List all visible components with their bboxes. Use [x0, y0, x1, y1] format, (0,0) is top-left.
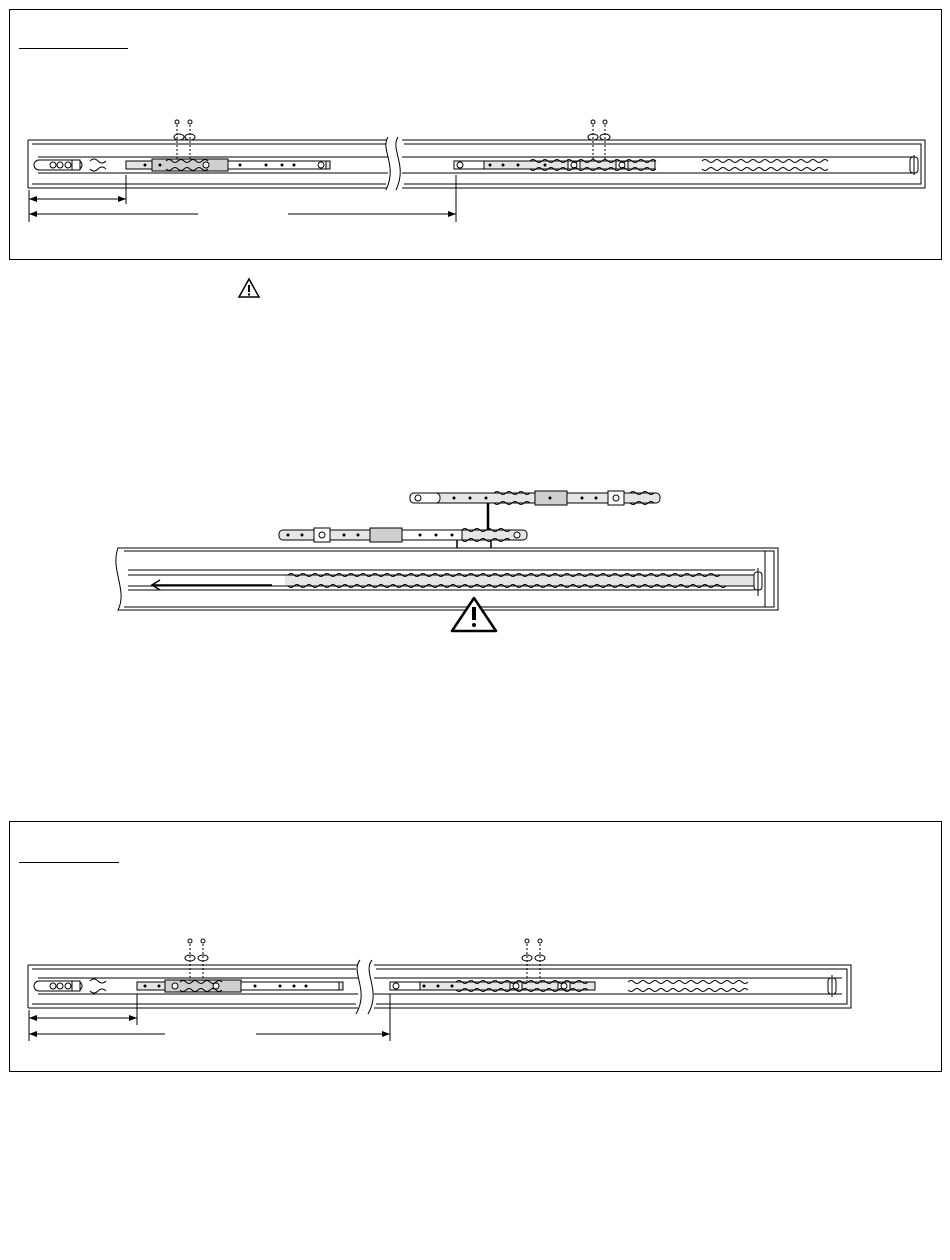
screw-icon [188, 120, 192, 124]
upper-chain-segment [410, 491, 660, 505]
bottom-dimension-lines [29, 994, 390, 1041]
screw-icon [525, 939, 529, 943]
screw-icon [188, 939, 192, 943]
middle-rail [116, 548, 778, 610]
chain-install-illustration [0, 262, 950, 822]
screw-icon [175, 120, 179, 124]
top-panel [9, 9, 942, 260]
top-break-line-icon [386, 137, 400, 190]
bottom-screws-right [522, 939, 545, 981]
spacer-washer-icon [174, 134, 184, 140]
bottom-screws-left [185, 939, 208, 981]
bottom-chain-right [390, 982, 595, 990]
top-rail-end-left [34, 160, 82, 170]
top-chain-left [126, 159, 330, 171]
screw-icon [538, 939, 542, 943]
bottom-rail-end-right [828, 975, 836, 997]
bottom-rail-end-left [34, 981, 82, 991]
bottom-break-line-icon [356, 960, 373, 1014]
top-rail-end-right [910, 155, 918, 175]
lower-chain-segment [279, 528, 527, 542]
bottom-rail-diagram [10, 822, 941, 1071]
screw-icon [603, 120, 607, 124]
screw-icon [201, 939, 205, 943]
screw-icon [591, 120, 595, 124]
bottom-panel [9, 821, 942, 1072]
top-rail-diagram [10, 10, 941, 259]
bottom-chain-left [137, 980, 343, 992]
